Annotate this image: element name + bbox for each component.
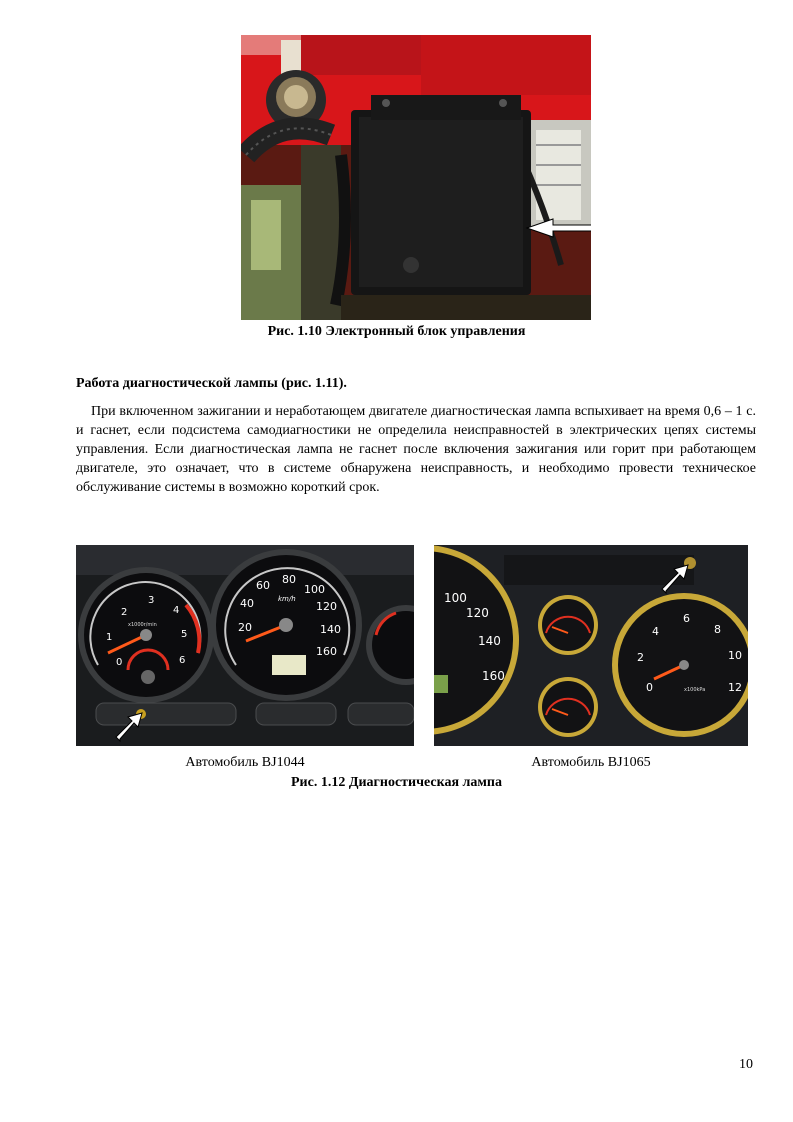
speedo2-tick-140: 140 <box>478 634 501 648</box>
ecu-photo <box>241 35 591 320</box>
press-tick-0: 0 <box>646 681 653 694</box>
speedo-tick-80: 80 <box>282 573 296 586</box>
speedo-tick-120: 120 <box>316 600 337 613</box>
tach-tick-0: 0 <box>116 657 123 668</box>
speedo-unit: km/h <box>278 595 296 603</box>
speedo-tick-60: 60 <box>256 579 270 592</box>
press-tick-10: 10 <box>728 649 742 662</box>
press-tick-12: 12 <box>728 681 742 694</box>
press-tick-2: 2 <box>637 651 644 664</box>
dashboard-bj1044-photo <box>76 545 414 746</box>
bj1065-label: Автомобиль BJ1065 <box>531 755 651 770</box>
speedo-tick-100: 100 <box>304 583 325 596</box>
tach-unit: x1000r/min <box>128 622 157 628</box>
figure-1-10-caption: Рис. 1.10 Электронный блок управления <box>267 324 526 339</box>
dashboard-bj1065-photo <box>434 545 748 746</box>
speedo-tick-140: 140 <box>320 623 341 636</box>
speedo2-tick-100: 100 <box>444 591 467 605</box>
page-number: 10 <box>739 1057 753 1072</box>
tach-tick-6: 6 <box>179 655 186 666</box>
speedo-tick-20: 20 <box>238 621 252 634</box>
tach-tick-4: 4 <box>173 605 180 616</box>
press-tick-6: 6 <box>683 612 690 625</box>
section-heading: Работа диагностической лампы (рис. 1.11). <box>76 376 347 391</box>
tach-tick-2: 2 <box>121 607 128 618</box>
speedo-tick-40: 40 <box>240 597 254 610</box>
press-unit: x100kPa <box>684 687 706 693</box>
speedo2-tick-160: 160 <box>482 669 505 683</box>
press-tick-8: 8 <box>714 623 721 636</box>
press-tick-4: 4 <box>652 625 659 638</box>
speedo-tick-160: 160 <box>316 645 337 658</box>
tach-tick-1: 1 <box>106 632 113 643</box>
tach-tick-3: 3 <box>148 595 155 606</box>
section-paragraph: При включенном зажигании и неработающем двигателе диагностическая лампа вспыхивает на время 0,6 – 1 с. и гаснет, если подсистема самодиагностики не определила неисправностей в электрических цепях системы управления. Если диагностическая лампа не гаснет после включения зажигания или горит при работающем двигателе, это означает, что в системе обнаружена неисправность, и необходимо провести техническое обслуживание системы в возможно короткий срок. <box>76 404 756 495</box>
figure-1-12-caption: Рис. 1.12 Диагностическая лампа <box>291 775 502 790</box>
tach-tick-5: 5 <box>181 629 188 640</box>
speedo2-tick-120: 120 <box>466 606 489 620</box>
bj1044-label: Автомобиль BJ1044 <box>185 755 305 770</box>
